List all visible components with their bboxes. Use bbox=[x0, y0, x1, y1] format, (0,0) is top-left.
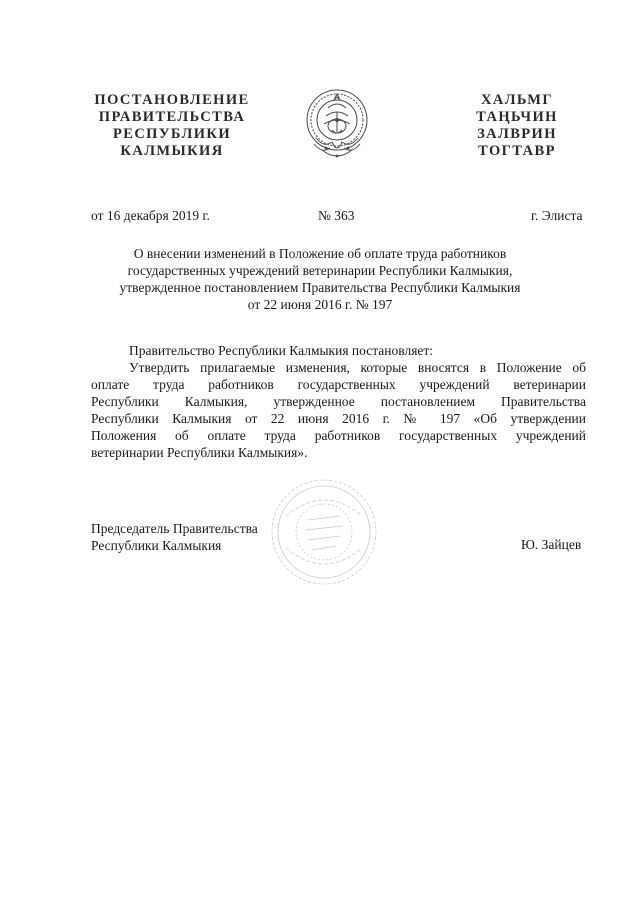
document-city: г. Элиста bbox=[531, 208, 583, 223]
official-stamp bbox=[268, 476, 380, 588]
body-line: Республики Калмыкия, утвержденное постановлением Правительства bbox=[91, 394, 586, 409]
body-line: ветеринарии Республики Калмыкия». bbox=[91, 445, 308, 460]
header-kalmyk-line: ХАЛЬМГ bbox=[480, 92, 554, 108]
header-russian bbox=[92, 92, 252, 160]
header-kalmyk-line: ТАҢЬЧИН bbox=[476, 109, 558, 125]
body-intro: Правительство Республики Калмыкия постановляет: bbox=[129, 343, 434, 358]
body-line: Положения об оплате труда работников государственных учреждений bbox=[91, 428, 586, 443]
header-kalmyk bbox=[452, 92, 582, 160]
signature-position bbox=[91, 520, 258, 554]
header-russian-line: ПРАВИТЕЛЬСТВА bbox=[98, 109, 246, 125]
header-kalmyk-line: ТОГТАВР bbox=[478, 143, 556, 159]
title-line: О внесении изменений в Положение об оплате труда работников bbox=[133, 246, 507, 261]
document-body bbox=[91, 342, 586, 461]
body-line: Утвердить прилагаемые изменения, которые вносятся в Положение об bbox=[129, 360, 586, 375]
signature-name: Ю. Зайцев bbox=[521, 537, 582, 552]
document-number: № 363 bbox=[318, 208, 355, 223]
title-line: утвержденное постановлением Правительства Республики Калмыкия bbox=[119, 280, 521, 295]
header-russian-line: ПОСТАНОВЛЕНИЕ bbox=[94, 92, 250, 108]
signature-position-line: Председатель Правительства bbox=[91, 521, 258, 536]
body-line: оплате труда работников государственных учреждений ветеринарии bbox=[91, 377, 586, 392]
title-line: от 22 июня 2016 г. № 197 bbox=[247, 297, 393, 312]
coat-of-arms-emblem bbox=[302, 82, 372, 164]
body-line: Республики Калмыкия от 22 июня 2016 г. № 197 «Об утверждении bbox=[91, 411, 586, 426]
document-date: от 16 декабря 2019 г. bbox=[91, 208, 210, 223]
header-russian-line: РЕСПУБЛИКИ bbox=[112, 126, 232, 142]
header-russian-line: КАЛМЫКИЯ bbox=[120, 143, 224, 159]
title-line: государственных учреждений ветеринарии Республики Калмыкия, bbox=[127, 263, 513, 278]
document-title bbox=[90, 245, 550, 313]
signature-position-line: Республики Калмыкия bbox=[91, 538, 222, 553]
header-kalmyk-line: ЗАЛВРИН bbox=[477, 126, 557, 142]
